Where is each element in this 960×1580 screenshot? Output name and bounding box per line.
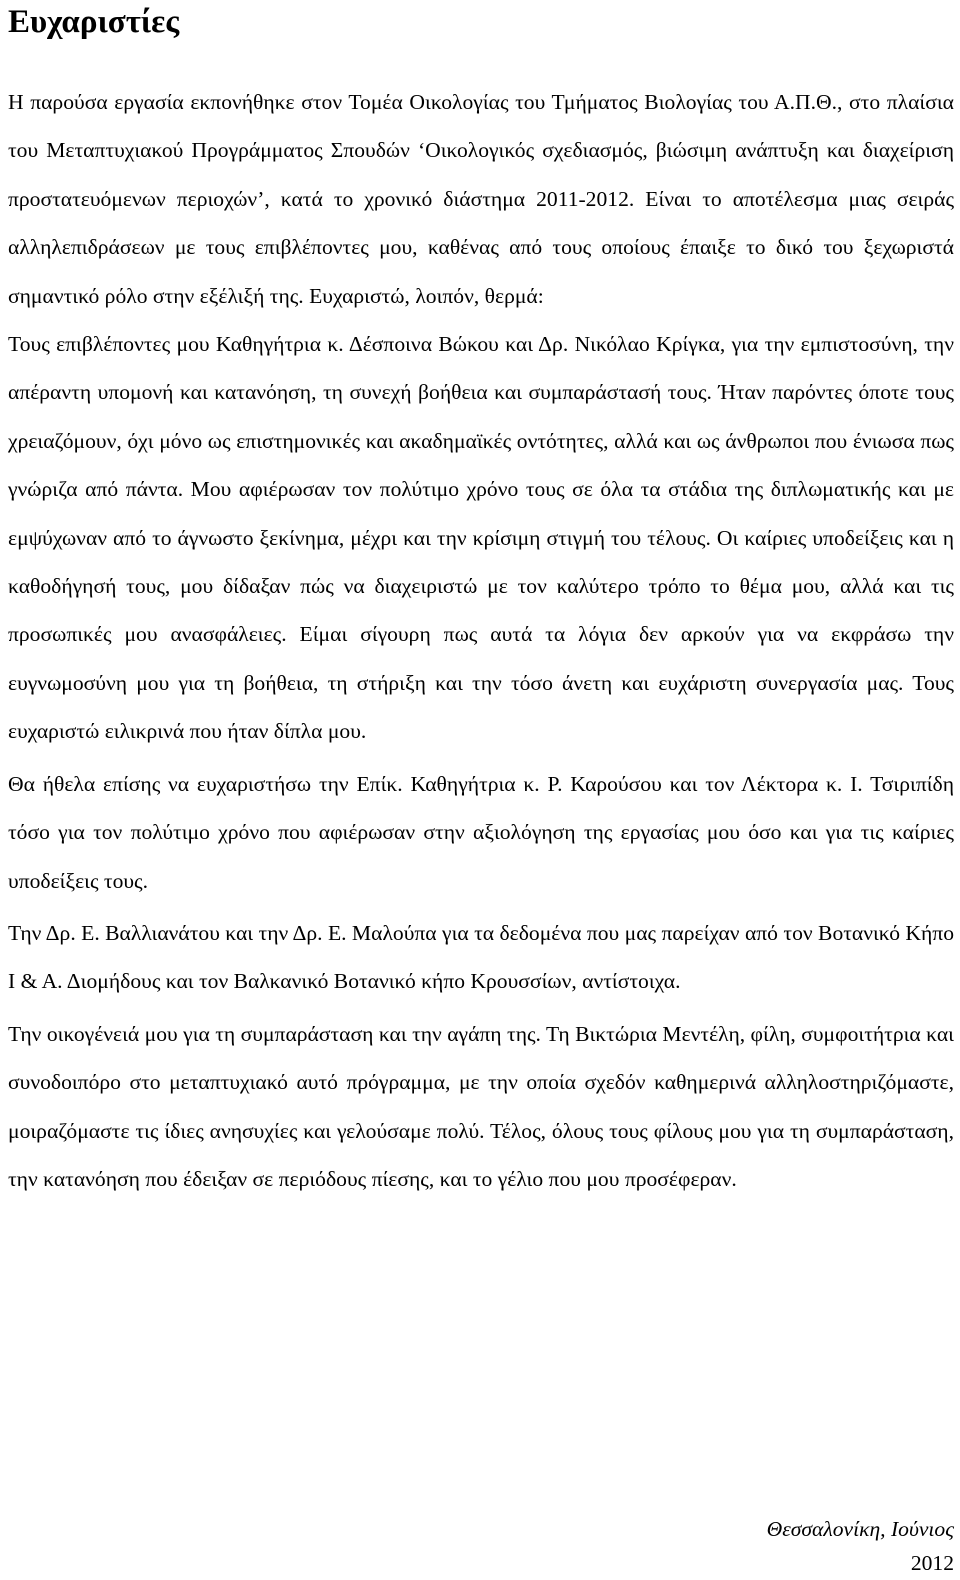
supervisors-paragraph: Τους επιβλέποντες μου Καθηγήτρια κ. Δέσποινα Βώκου και Δρ. Νικόλαο Κρίγκα, για την εμπιστοσύνη, την απέραντη υπομονή και κατανόηση, τη συνεχή βοήθεια και συμπαράστασή τους. Ήταν παρόντες όποτε τους χρειαζόμουν, όχι μόνο ως επιστημονικές και ακαδημαϊκές οντότητες, αλλά και ως άνθρωποι που ένιωσα πως γνώριζα από πάντα. Μου αφιέρωσαν τον πολύτιμο χρόνο τους σε όλα τα στάδια της διπλωματικής και με εμψύχωναν από το άγνωστο ξεκίνημα, μέχρι και την κρίσιμη στιγμή του τέλους. Οι καίριες υποδείξεις και η καθοδήγησή τους, μου δίδαξαν πώς να διαχειριστώ με τον καλύτερο τρόπο το θέμα μου, αλλά και τις προσωπικές μου ανασφάλειες. Είμαι σίγουρη πως αυτά τα λόγια δεν αρκούν για να εκφράσω την ευγνωμοσύνη μου για τη βοήθεια, τη στήριξη και την τόσο άνετη και ευχάριστη συνεργασία μας. Τους ευχαριστώ ειλικρινά που ήταν δίπλα μου. xyxy=(8,332,954,744)
family-friends-paragraph: Την οικογένειά μου για τη συμπαράσταση και την αγάπη της. Τη Βικτώρια Μεντέλη, φίλη, συμφοιτήτρια και συνοδοιπόρο στο μεταπτυχιακό αυτό πρόγραμμα, με την οποία σχεδόν καθημερινά αλληλοστηριζόμαστε, μοιραζόμαστε τις ίδιες ανησυχίες και γελούσαμε πολύ. Τέλος, όλους τους φίλους μου για τη συμπαράσταση, την κατανόηση που έδειξαν σε περιόδους πίεσης, και το γέλιο που μου προσέφεραν. xyxy=(8,1021,954,1191)
signature-block xyxy=(767,1512,954,1580)
signature-place-date: Θεσσαλονίκη, Ιούνιος xyxy=(766,1517,954,1541)
data-providers-paragraph: Την Δρ. Ε. Βαλλιανάτου και την Δρ. Ε. Μαλούπα για τα δεδομένα που μας παρείχαν από τον Βοτανικό Κήπο Ι & Α. Διομήδους και τον Βαλκανικό Βοτανικό κήπο Κρουσσίων, αντίστοιχα. xyxy=(8,920,954,994)
professors-paragraph: Θα ήθελα επίσης να ευχαριστήσω την Επίκ. Καθηγήτρια κ. Ρ. Καρούσου και τον Λέκτορα κ. Ι. Τσιριπίδη τόσο για τον πολύτιμο χρόνο που αφιέρωσαν στην αξιολόγηση της εργασίας μου όσο και για τις καίριες υποδείξεις τους. xyxy=(8,771,954,893)
page-title: Ευχαριστίες xyxy=(8,4,180,40)
document-page xyxy=(8,0,954,1203)
intro-paragraph: Η παρούσα εργασία εκπονήθηκε στον Τομέα Οικολογίας του Τμήματος Βιολογίας του Α.Π.Θ., στο πλαίσια του Μεταπτυχιακού Προγράμματος Σπουδών ‘Οικολογικός σχεδιασμός, βιώσιμη ανάπτυξη και διαχείριση προστατευόμενων περιοχών’, κατά το χρονικό διάστημα 2011-2012. Είναι το αποτέλεσμα μιας σειράς αλληλεπιδράσεων με τους επιβλέποντες μου, καθένας από τους οποίους έπαιξε το δικό του ξεχωριστά σημαντικό ρόλο στην εξέλιξή της. Ευχαριστώ, λοιπόν, θερμά: xyxy=(8,90,954,308)
signature-year: 2012 xyxy=(910,1551,954,1575)
